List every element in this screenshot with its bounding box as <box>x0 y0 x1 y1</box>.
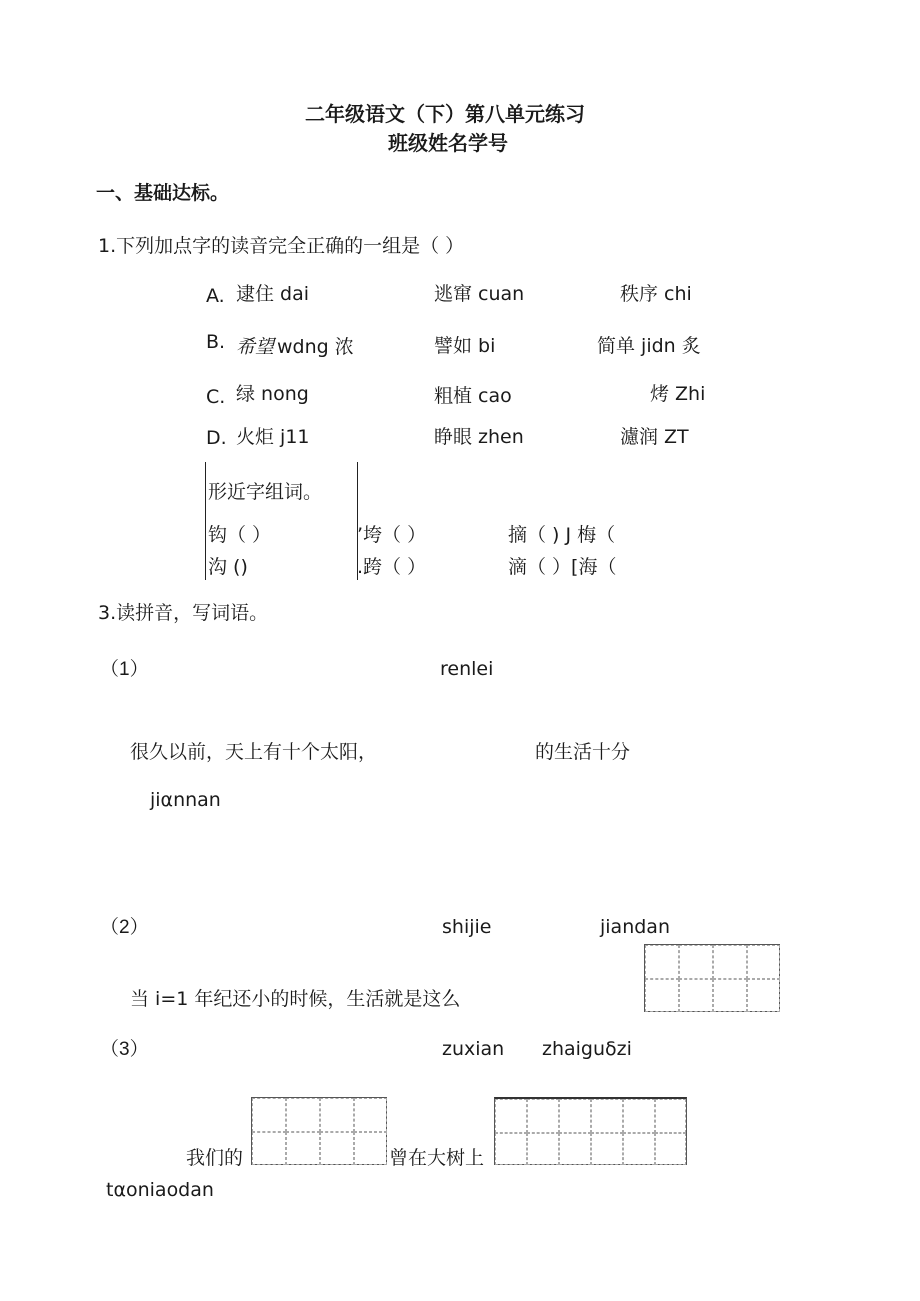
q1-option-item: 烤 Zhi <box>650 383 706 405</box>
q1-option-item: 简单 jidn 炙 <box>597 335 701 357</box>
page-subtitle: 班级姓名学号 <box>388 131 508 155</box>
divider-line <box>205 462 206 580</box>
q2-word-item: 摘（ ) J 梅（ <box>508 524 616 546</box>
q2-word-item: ’垮（ ） <box>357 524 427 546</box>
q2-word-item: 沟 () <box>208 556 248 578</box>
q3-pinyin: jiandan <box>600 916 670 938</box>
q3-item-number: （1） <box>100 659 149 680</box>
q3-sentence: 曾在大树上 <box>389 1147 485 1169</box>
q1-option-letter: D. <box>206 427 227 449</box>
q1-option-letter: A. <box>206 285 225 307</box>
q1-option-letter: B. <box>206 331 226 353</box>
q3-pinyin: tαoniaodan <box>106 1179 214 1201</box>
q1-option-item: 逃窜 cuan <box>434 283 525 305</box>
q3-pinyin: jiαnnan <box>150 789 221 811</box>
page-title: 二年级语文（下）第八单元练习 <box>305 102 585 126</box>
q3-pinyin: zhaiguδzi <box>542 1038 632 1060</box>
q3-item-number: （3） <box>100 1039 149 1060</box>
q1-option-item: 粗植 cao <box>434 385 512 407</box>
q1-option-item: 绿 nong <box>236 383 309 405</box>
q3-pinyin: renlei <box>440 658 494 680</box>
q1-option-item: 火炬 j11 <box>236 426 310 448</box>
q1-option-item: 逮住 dai <box>236 283 310 305</box>
q3-stem: 3.读拼音，写词语。 <box>98 602 269 624</box>
q2-word-item: 钩（ ） <box>208 524 272 546</box>
writing-grid[interactable] <box>644 944 780 1012</box>
q1-option-letter: C. <box>206 386 226 408</box>
q1-option-item: 濾润 ZT <box>620 426 689 448</box>
q3-sentence: 很久以前，天上有十个太阳， <box>130 741 378 763</box>
q3-sentence: 的生活十分 <box>535 741 631 763</box>
q1-option-item: wdng 浓 <box>277 336 354 358</box>
q1-option-item: 睁眼 zhen <box>434 426 524 448</box>
q3-pinyin: zuxian <box>442 1038 505 1060</box>
q3-sentence: 我们的 <box>186 1147 244 1169</box>
q1-option-item: 秩序 chi <box>620 283 692 305</box>
writing-grid[interactable] <box>251 1097 387 1165</box>
q3-item-number: （2） <box>100 917 149 938</box>
q2-word-item: 滴（ ）[海（ <box>508 556 617 578</box>
q1-stem: 1.下列加点字的读音完全正确的一组是（ ） <box>98 235 465 257</box>
q1-option-item: 譬如 bi <box>434 335 496 357</box>
q2-label: 形近字组词。 <box>208 481 323 503</box>
writing-grid[interactable] <box>494 1097 687 1165</box>
q1-option-item: 希望 <box>236 336 275 358</box>
section-heading: 一、基础达标。 <box>96 182 230 204</box>
q2-word-item: .跨（ ） <box>357 556 427 578</box>
q3-pinyin: shijie <box>442 916 492 938</box>
q3-sentence: 当 i=1 年纪还小的时候，生活就是这么 <box>130 988 461 1010</box>
